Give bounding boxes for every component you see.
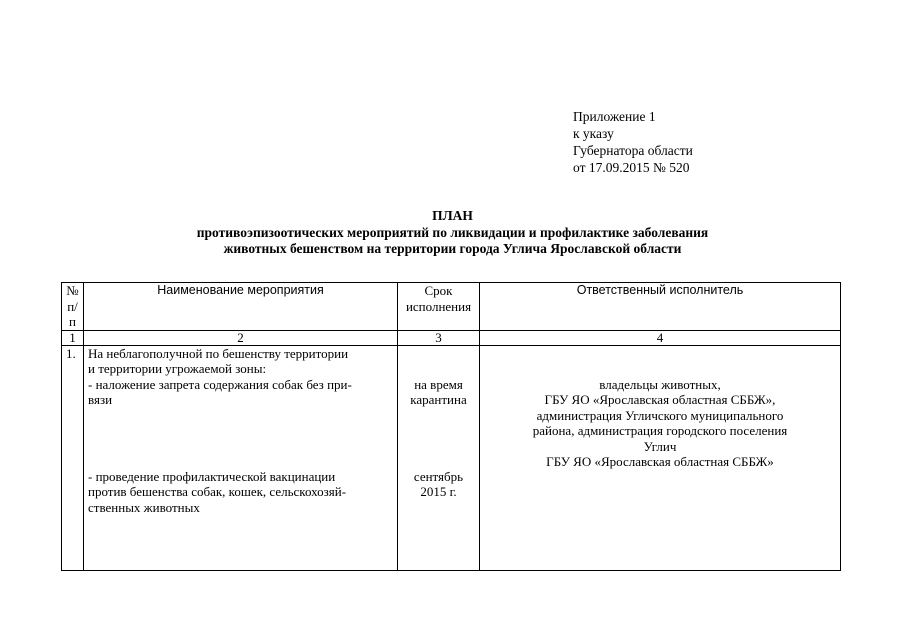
activity-text: На неблагополучной по бешенству территории [88, 345, 349, 361]
title-heading: ПЛАН [432, 208, 473, 223]
row-responsible [480, 345, 841, 570]
responsible-text: ГБУ ЯО «Ярославская областная СББЖ» [546, 454, 774, 469]
document-title [0, 208, 905, 258]
title-line: животных бешенством на территории города Углича Ярославской области [223, 241, 682, 256]
table-header-row [62, 283, 841, 331]
activity-text: ственных животных [88, 499, 200, 515]
header-number-line: № [66, 283, 79, 298]
responsible-text: Углич [643, 438, 677, 454]
column-number: 4 [480, 330, 841, 345]
responsible-text: администрация Угличского муниципального [536, 407, 784, 423]
responsible-text: района, администрация городского поселения [532, 423, 788, 438]
table-row [62, 345, 841, 570]
term-text: карантина [410, 392, 467, 407]
column-number: 2 [84, 330, 398, 345]
row-terms [398, 345, 480, 570]
term-text: 2015 г. [420, 484, 457, 499]
term-text: на время [414, 376, 463, 392]
activity-text: - наложение запрета содержания собак без при- [88, 376, 352, 392]
appendix-line: Приложение 1 [573, 109, 656, 124]
row-activities [84, 345, 398, 570]
activity-text: против бешенства собак, кошек, сельскохозяй- [88, 484, 347, 499]
column-number-row [62, 330, 841, 345]
term-text: сентябрь [413, 468, 464, 484]
header-responsible: Ответственный исполнитель [480, 283, 841, 331]
appendix-block [573, 108, 693, 176]
plan-table [61, 282, 841, 571]
header-term-line: исполнения [405, 298, 472, 314]
responsible-text: ГБУ ЯО «Ярославская областная СББЖ», [544, 392, 776, 407]
header-number-line: п/п [67, 298, 78, 329]
appendix-line: к указу [573, 126, 614, 141]
activity-text: и территории угрожаемой зоны: [88, 361, 267, 376]
title-line: противоэпизоотических мероприятий по ликвидации и профилактике заболевания [196, 224, 709, 240]
activity-text: вязи [88, 392, 113, 407]
row-number: 1. [62, 345, 84, 570]
header-term-line: Срок [424, 283, 453, 298]
column-number: 3 [398, 330, 480, 345]
activity-text: - проведение профилактической вакцинации [88, 468, 336, 484]
header-name: Наименование мероприятия [84, 283, 398, 331]
header-term [398, 283, 480, 331]
appendix-line: Губернатора области [573, 143, 693, 158]
appendix-line: от 17.09.2015 № 520 [573, 160, 690, 175]
column-number: 1 [62, 330, 84, 345]
responsible-text: владельцы животных, [599, 376, 721, 392]
header-number [62, 283, 84, 331]
